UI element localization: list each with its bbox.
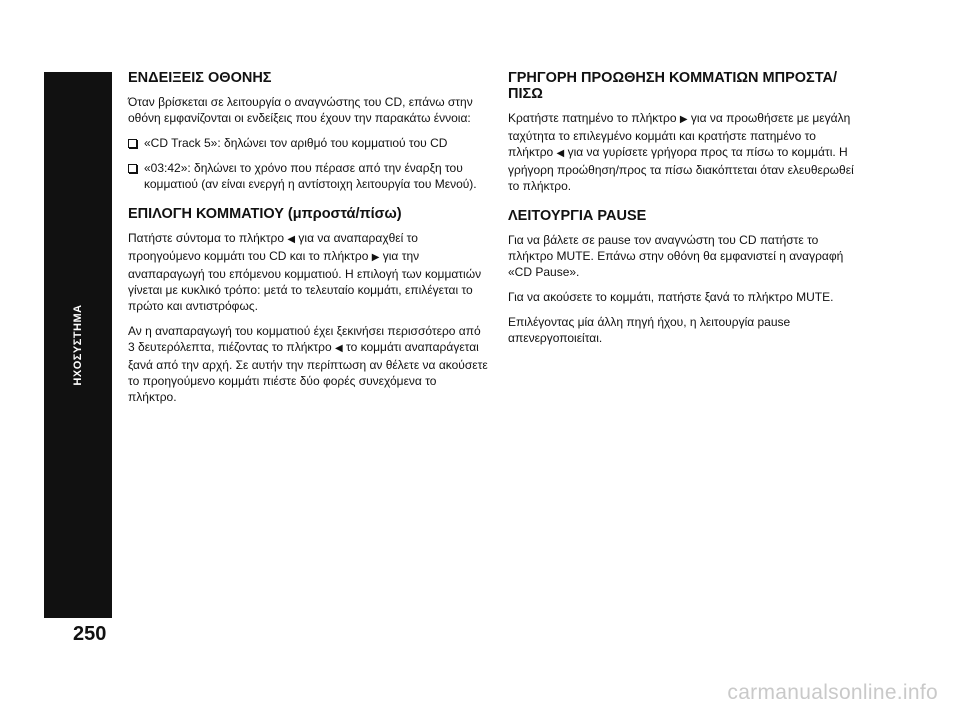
list-item-text: «CD Track 5»: δηλώνει τον αριθμό του κομματιού του CD (144, 136, 448, 150)
heading-display-indications: ΕΝΔΕΙΞΕΙΣ ΟΘΟΝΗΣ (128, 70, 272, 86)
prev-arrow-icon: ◀ (287, 234, 296, 245)
left-column (128, 70, 488, 414)
checkbox-bullet-icon (128, 164, 137, 173)
checkbox-bullet-icon (128, 139, 137, 148)
list-item-text: «03:42»: δηλώνει το χρόνο που πέρασε από την έναρξη του κομματιού (αν είναι ενεργή η αντίστοιχη λειτουργία του Μενού). (144, 161, 477, 191)
paragraph-fast-forward (508, 110, 858, 194)
paragraph-display-intro: Όταν βρίσκεται σε λειτουργία ο αναγνώστης του CD, επάνω στην οθόνη εμφανίζονται οι ενδείξεις που έχουν την παρακάτω έννοια: (128, 95, 473, 125)
paragraph-pause-1: Για να βάλετε σε pause τον αναγνώστη του CD πατήστε το πλήκτρο MUTE. Επάνω στην οθόνη θα εμφανιστεί η αναγραφή «CD Pause». (508, 233, 844, 279)
next-arrow-icon: ▶ (371, 252, 380, 263)
heading-fast-forward: ΓΡΗΓΟΡΗ ΠΡΟΩΘΗΣΗ ΚΟΜΜΑΤΙΩΝ ΜΠΡΟΣΤΑ/ΠΙΣΩ (508, 70, 838, 102)
prev-arrow-icon: ◀ (334, 343, 343, 354)
text-span: για να αναπαραχθεί το προηγούμενο κομμάτι του CD και το πλήκτρο (128, 231, 418, 263)
text-span: Κρατήστε πατημένο το πλήκτρο (508, 111, 677, 125)
list-item (128, 135, 488, 151)
prev-arrow-icon: ◀ (556, 148, 565, 159)
list-item (128, 160, 488, 192)
watermark: carmanualsonline.info (727, 681, 938, 704)
page-number: 250 (73, 623, 107, 645)
text-span: Πατήστε σύντομα το πλήκτρο (128, 231, 285, 245)
paragraph-track-restart (128, 323, 488, 405)
paragraph-track-selection (128, 230, 488, 314)
text-span: για να προωθήσετε με μεγάλη ταχύτητα το επιλεγμένο κομμάτι και κρατήστε πατημένο το πλήκτρο (508, 111, 851, 159)
text-span: το κομμάτι αναπαράγεται ξανά από την αρχή. Σε αυτήν την περίπτωση αν θέλετε να ακούσετε το προηγούμενο κομμάτι πιέστε δύο φορές συνεχόμενα το πλήκτρο. (128, 340, 488, 404)
text-span: για την αναπαραγωγή του επόμενου κομματιού. Η επιλογή των κομματιών γίνεται με κυκλικό τρόπο: μετά το τελευταίο κομμάτι, επιλέγεται το πρώτο και αντιστρόφως. (128, 249, 482, 313)
right-column (508, 70, 858, 355)
paragraph-pause-3: Επιλέγοντας μία άλλη πηγή ήχου, η λειτουργία pause απενεργοποιείται. (508, 315, 791, 345)
text-span: για να γυρίσετε γρήγορα προς τα πίσω το κομμάτι. Η γρήγορη προώθηση/προς τα πίσω διακόπτεται όταν ελευθερωθεί το πλήκτρο. (508, 145, 854, 193)
text-span: Αν η αναπαραγωγή του κομματιού έχει ξεκινήσει περισσότερο από 3 δευτερόλεπτα, πιέζοντας το πλήκτρο (128, 324, 481, 354)
heading-track-selection: ΕΠΙΛΟΓΗ ΚΟΜΜΑΤΙΟΥ (μπροστά/πίσω) (128, 206, 402, 222)
next-arrow-icon: ▶ (679, 114, 688, 125)
side-tab-label: ΗΧΟΣΥΣΤΗΜΑ (72, 304, 84, 386)
paragraph-pause-2: Για να ακούσετε το κομμάτι, πατήστε ξανά το πλήκτρο MUTE. (508, 290, 834, 304)
heading-pause: ΛΕΙΤΟΥΡΓΙΑ PAUSE (508, 208, 647, 224)
